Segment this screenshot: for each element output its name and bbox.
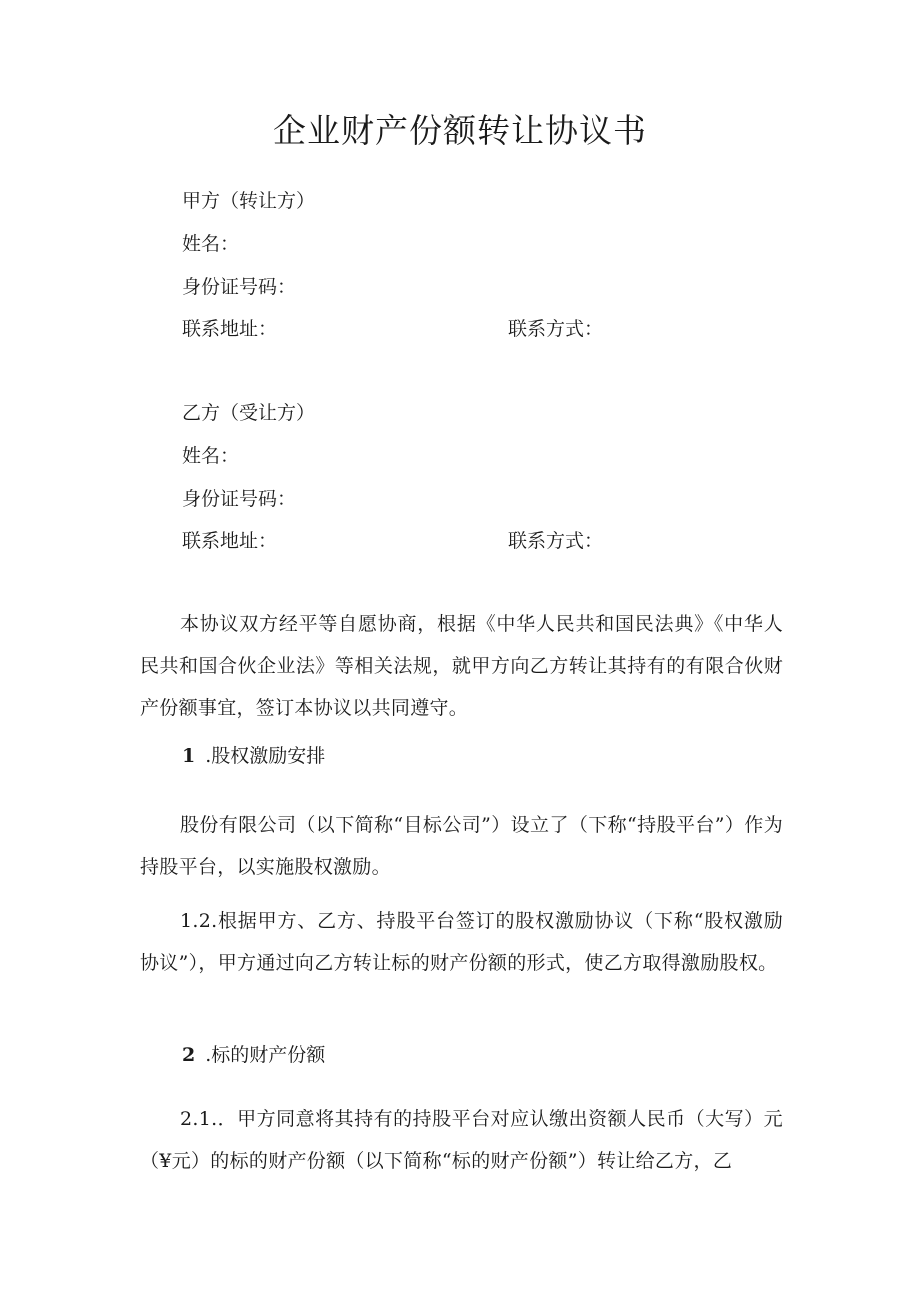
party-b-address-label: 联系地址： bbox=[182, 530, 278, 552]
section-1-number: 1 bbox=[182, 745, 196, 767]
party-b-name-label: 姓名： bbox=[182, 445, 240, 467]
party-a-heading: 甲方（转让方） bbox=[182, 190, 316, 212]
party-b-contact-label: 联系方式： bbox=[508, 530, 604, 552]
party-b-id-label: 身份证号码： bbox=[182, 488, 297, 510]
party-b-heading: 乙方（受让方） bbox=[182, 402, 316, 424]
party-a-address-label: 联系地址： bbox=[182, 318, 278, 340]
party-a-contact-label: 联系方式： bbox=[508, 318, 604, 340]
intro-paragraph: 本协议双方经平等自愿协商，根据《中华人民共和国民法典》《中华人民共和国合伙企业法》等相关法规，就甲方向乙方转让其持有的有限合伙财产份额事宜，签订本协议以共同遵守。 bbox=[140, 613, 783, 719]
party-a-name-label: 姓名： bbox=[182, 233, 240, 255]
section-2-title: .标的财产份额 bbox=[205, 1044, 326, 1066]
section-2-number: 2 bbox=[182, 1044, 196, 1066]
section-1-title: .股权激励安排 bbox=[205, 745, 326, 767]
section-2-paragraph-1: 2.1.．甲方同意将其持有的持股平台对应认缴出资额人民币（大写）元（¥元）的标的财产份额（以下简称“标的财产份额”）转让给乙方，乙 bbox=[140, 1108, 783, 1172]
section-1-heading bbox=[182, 743, 325, 769]
section-2-heading bbox=[182, 1042, 325, 1068]
party-a-id-label: 身份证号码： bbox=[182, 276, 297, 298]
section-1-paragraph-1: 股份有限公司（以下简称“目标公司”）设立了（下称“持股平台”）作为持股平台，以实施股权激励。 bbox=[140, 814, 783, 878]
section-1-paragraph-2: 1.2.根据甲方、乙方、持股平台签订的股权激励协议（下称“股权激励协议”），甲方通过向乙方转让标的财产份额的形式，使乙方取得激励股权。 bbox=[140, 910, 783, 974]
document-title: 企业财产份额转让协议书 bbox=[273, 111, 647, 150]
